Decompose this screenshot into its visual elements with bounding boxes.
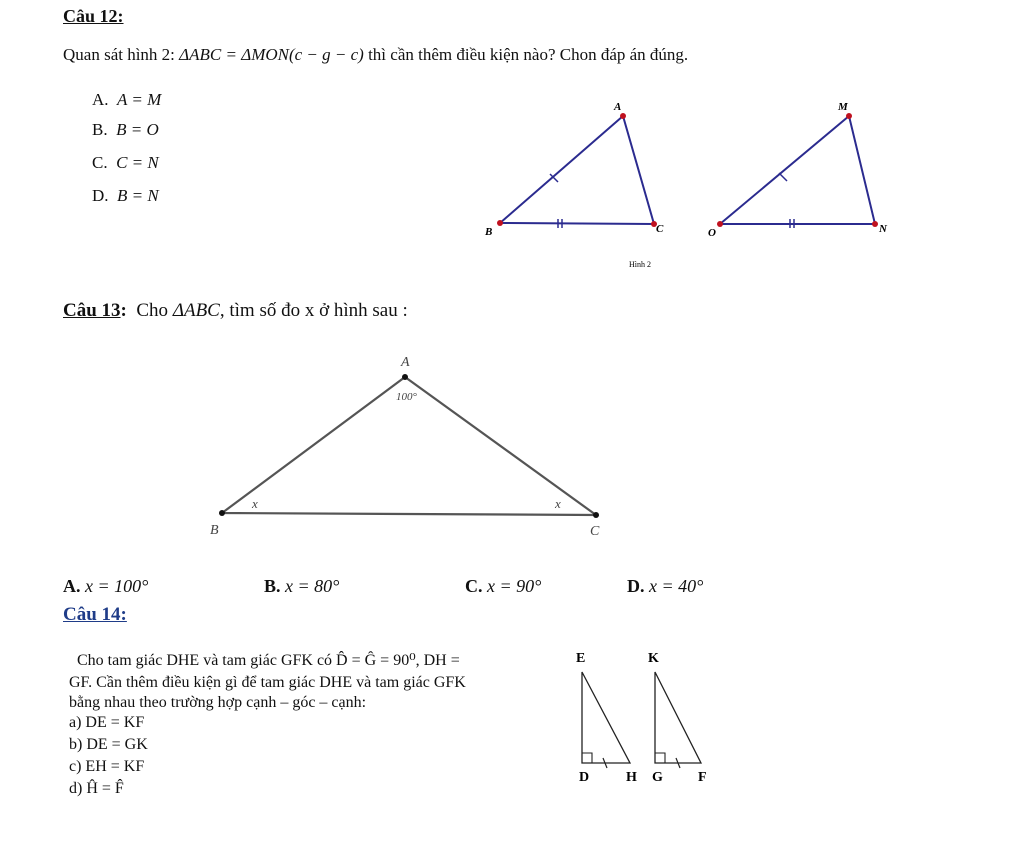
point-a-13 — [402, 374, 408, 380]
option-expr: x = 40° — [649, 576, 704, 596]
angle-c-label: x — [555, 496, 561, 511]
label-c: C — [656, 223, 664, 235]
q12-option-a[interactable] — [92, 90, 161, 110]
q14-answer-a[interactable]: a) DE = KF — [69, 714, 145, 731]
point-n — [872, 221, 878, 227]
label-m: M — [838, 101, 848, 113]
label-a-13: A — [401, 355, 410, 370]
q13-option-b[interactable] — [264, 576, 339, 597]
angle-b-label: x — [252, 496, 258, 511]
right-angle-d — [582, 753, 592, 763]
option-letter: C. — [92, 153, 108, 172]
q14-title: Câu 14: — [63, 604, 127, 625]
option-letter: A. — [92, 90, 109, 109]
triangle-abc — [500, 116, 654, 224]
q12-question — [63, 45, 688, 65]
option-letter: D. — [92, 186, 109, 205]
option-expr: A = M — [117, 90, 162, 109]
label-h: H — [626, 770, 637, 785]
label-o: O — [708, 227, 716, 239]
label-g: G — [652, 770, 663, 785]
option-letter: B. — [264, 576, 281, 596]
tick-mo — [779, 173, 787, 181]
q14-line-3: bằng nhau theo trường hợp cạnh – góc – cạnh: — [69, 694, 367, 711]
point-b-13 — [219, 510, 225, 516]
q13-question — [63, 300, 408, 322]
q12-title: Câu 12: — [63, 6, 124, 26]
right-angle-g — [655, 753, 665, 763]
option-letter: B. — [92, 120, 108, 139]
label-b: B — [485, 226, 493, 238]
option-expr: x = 100° — [85, 576, 149, 596]
option-letter: A. — [63, 576, 81, 596]
option-expr: C = N — [116, 153, 159, 172]
q14-body — [69, 650, 569, 800]
option-expr: x = 90° — [487, 576, 542, 596]
q13-figure — [200, 345, 620, 545]
option-expr: B = N — [117, 186, 159, 205]
q12-text-post: thì cần thêm điều kiện nào? Chon đáp án đúng. — [368, 45, 689, 64]
figure-caption: Hình 2 — [629, 260, 651, 269]
q14-answer-b[interactable]: b) DE = GK — [69, 736, 148, 753]
q14-line-1: Cho tam giác DHE và tam giác GFK có D̂ = Ĝ = 90⁰, DH = — [77, 652, 460, 669]
point-a — [620, 113, 626, 119]
point-c-13 — [593, 512, 599, 518]
q12-text-pre: Quan sát hình 2: — [63, 45, 175, 64]
triangle-dhe — [582, 672, 630, 763]
label-a: A — [614, 101, 622, 113]
label-e: E — [576, 651, 586, 666]
q12-figure — [470, 90, 910, 280]
q12-option-c[interactable] — [92, 153, 159, 173]
q13-option-a[interactable] — [63, 576, 148, 597]
label-k: K — [648, 651, 659, 666]
q14-figure — [570, 645, 720, 790]
option-expr: x = 80° — [285, 576, 340, 596]
q13-colon: : — [120, 300, 127, 321]
q13-text-pre: Cho — [136, 300, 169, 321]
q14-answer-d[interactable]: d) Ĥ = F̂ — [69, 780, 124, 797]
q12-option-d[interactable] — [92, 186, 159, 206]
label-f: F — [698, 770, 707, 785]
label-d: D — [579, 770, 590, 785]
option-expr: B = O — [116, 120, 159, 139]
triangle-gfk — [655, 672, 701, 763]
option-letter: C. — [465, 576, 483, 596]
q13-option-d[interactable] — [627, 576, 703, 597]
label-b-13: B — [210, 523, 219, 538]
label-c-13: C — [590, 524, 600, 539]
point-b — [497, 220, 503, 226]
triangle-mon — [720, 116, 875, 224]
option-letter: D. — [627, 576, 645, 596]
q13-math: ΔABC — [172, 300, 220, 321]
q14-answer-c[interactable]: c) EH = KF — [69, 758, 145, 775]
q13-option-c[interactable] — [465, 576, 541, 597]
angle-a-label: 100° — [396, 391, 417, 403]
label-n: N — [879, 223, 887, 235]
point-o — [717, 221, 723, 227]
q13-title: Câu 13 — [63, 300, 121, 321]
point-m — [846, 113, 852, 119]
q13-text-post: , tìm số đo x ở hình sau : — [219, 300, 408, 321]
q12-math: ΔABC = ΔMON(c − g − c) — [179, 45, 364, 64]
q14-line-2: GF. Cần thêm điều kiện gì để tam giác DHE và tam giác GFK — [69, 674, 466, 691]
q12-option-b[interactable] — [92, 120, 159, 140]
